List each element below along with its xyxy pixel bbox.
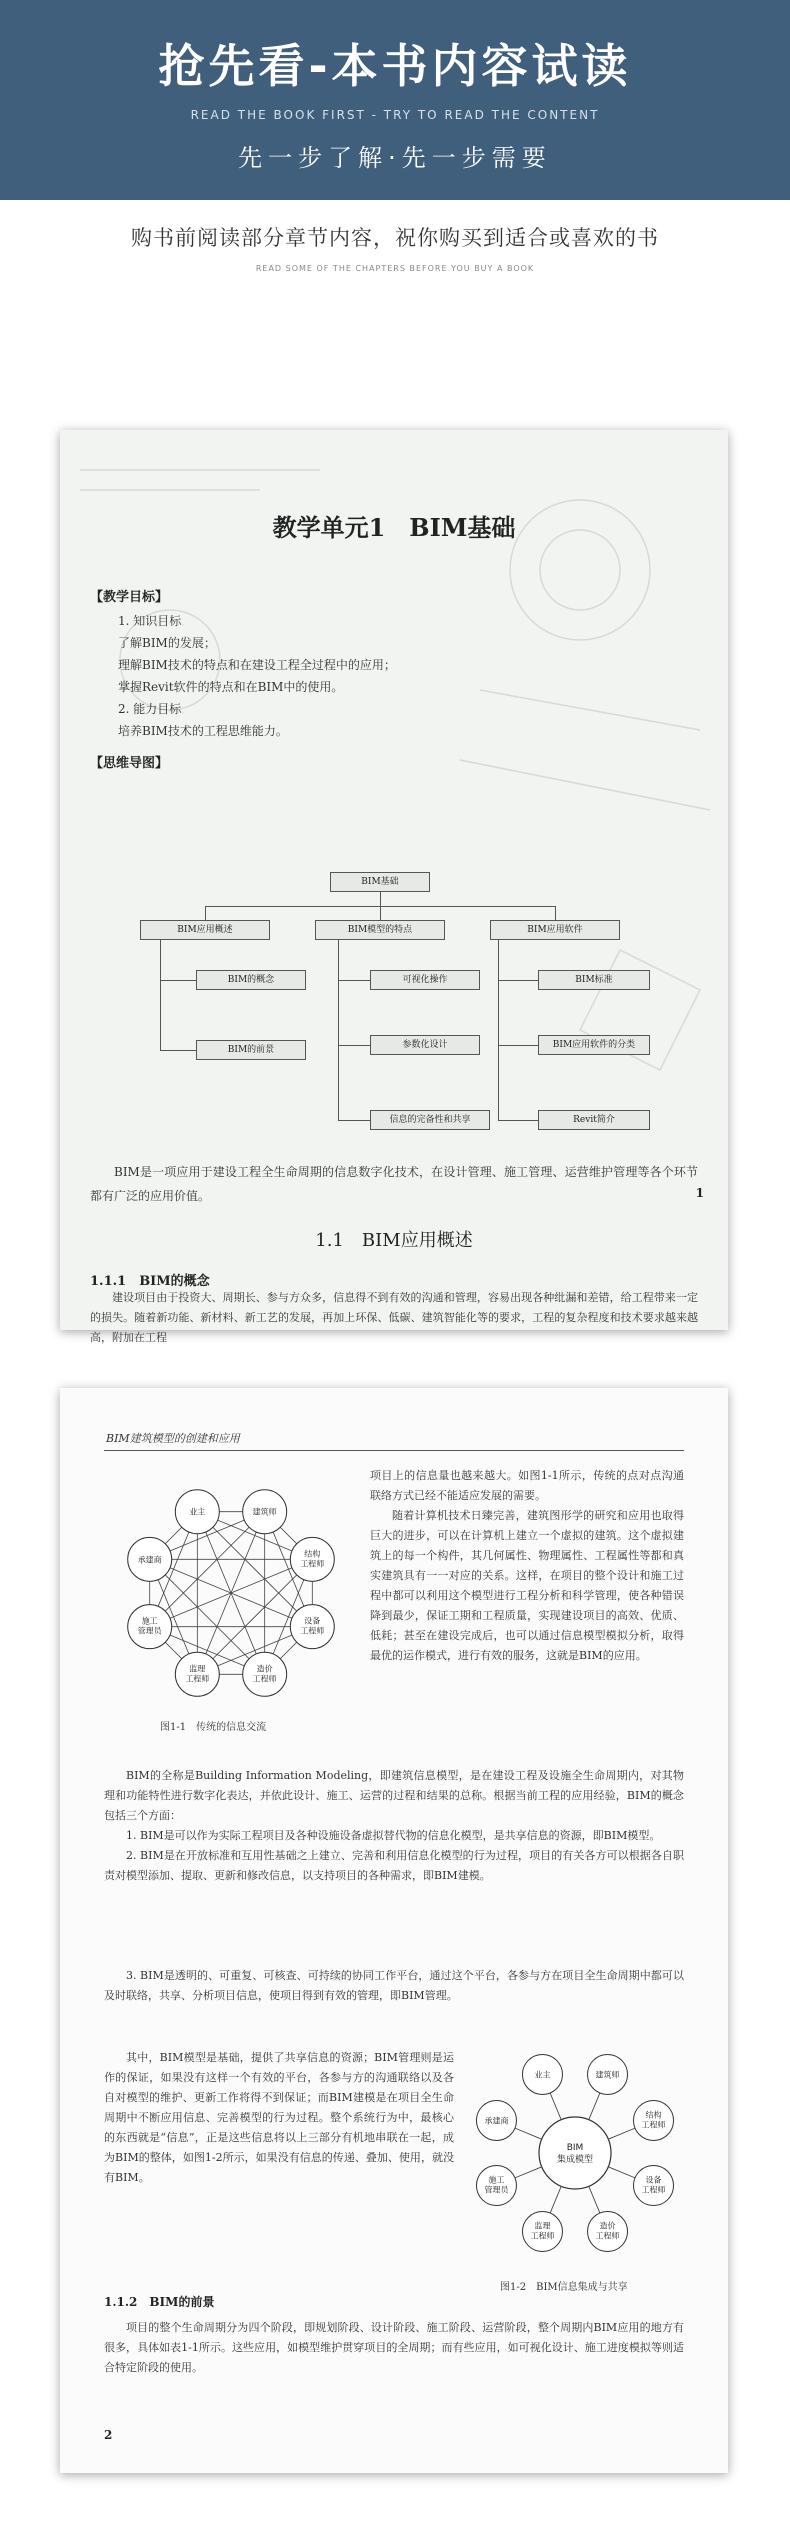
node-label: 承建商	[137, 1555, 162, 1565]
node-label: 施工管理员	[484, 2175, 509, 2195]
concept-paragraph: 建设项目由于投资大、周期长、参与方众多，信息得不到有效的沟通和管理，容易出现各种纰漏和差错，给工程带来一定的损失。随着新功能、新材料、新工艺的发展，再加上环保、低碳、建筑智能化等的要求，工程的复杂程度和技术要求越来越高，附加在工程	[90, 1291, 698, 1344]
right-column-text	[370, 1466, 684, 1666]
mindmap-branch: BIM模型的特点	[315, 920, 445, 940]
header-banner	[0, 0, 790, 200]
objective-line: 培养BIM技术的工程思维能力。	[118, 724, 288, 738]
spoke-line	[515, 2128, 542, 2139]
paragraph: 其中，BIM模型是基础，提供了共享信息的资源；BIM管理则是运作的保证，如果没有这样一个有效的平台，各参与方的沟通联络以及各自对模型的维护、更新工作将得不到保证；而BIM建模是在项目全生命周期中不断应用信息、完善模型的行为过程。整个系统行为中，最核心的东西就是“信息”，正是这些信息将以上三部分有机地串联在一起，成为BIM的整体，如图1-2所示，如果没有信息的传递、叠加、使用，就没有BIM。	[104, 2051, 454, 2184]
node-label: 建筑师	[595, 2070, 620, 2080]
page-number: 2	[104, 2428, 113, 2442]
mindmap-leaf: 参数化设计	[370, 1035, 480, 1055]
node-label: 结构工程师	[300, 1549, 325, 1569]
node-label: 业主	[189, 1507, 206, 1517]
spoke-line	[550, 2093, 561, 2120]
spoke-line	[550, 2186, 561, 2213]
banner-subtitle: READ THE BOOK FIRST - TRY TO READ THE CONTENT	[190, 108, 600, 122]
spoke-line	[608, 2128, 635, 2139]
section-title: 1.1 BIM应用概述	[315, 1230, 473, 1251]
objectives-tag: 【教学目标】	[90, 590, 169, 605]
intro-text-en: READ SOME OF THE CHAPTERS BEFORE YOU BUY A BOOK	[255, 264, 535, 273]
intro-section	[0, 222, 790, 273]
objective-line: 1. 知识目标	[118, 614, 182, 628]
banner-title: 抢先看-本书内容试读	[158, 39, 632, 93]
objective-line: 2. 能力目标	[118, 702, 182, 716]
spoke-line	[515, 2167, 542, 2178]
figure-1-2	[460, 2038, 690, 2268]
page-number: 1	[695, 1186, 704, 1200]
mindmap-tag: 【思维导图】	[90, 756, 169, 771]
subsection-title: 1.1.2 BIM的前景	[104, 2295, 215, 2309]
point-3	[104, 1966, 684, 2006]
unit-title: 教学单元1 BIM基础	[272, 513, 516, 542]
mindmap-leaf: Revit简介	[538, 1110, 650, 1130]
hub-label: BIM 集成模型	[556, 2143, 594, 2165]
paragraph: 项目的整个生命周期分为四个阶段，即规划阶段、设计阶段、施工阶段、运营阶段，整个周期内BIM应用的地方有很多，具体如表1-1所示。这些应用，如模型维护贯穿项目的全周期；而有些应用，如可视化设计、施工进度模拟等则适合特定阶段的使用。	[104, 2321, 684, 2374]
book-page-2	[60, 1388, 728, 2473]
mindmap-branch: BIM应用软件	[490, 920, 620, 940]
mindmap-leaf: 可视化操作	[370, 970, 480, 990]
header-rule	[104, 1450, 684, 1451]
paragraph: 随着计算机技术日臻完善，建筑图形学的研究和应用也取得巨大的进步，可以在计算机上建立一个虚拟的建筑。这个虚拟建筑上的每一个构件，其几何属性、物理属性、工程属性等都和真实建筑具有一一对应的关系。这样，在项目的整个设计和施工过程中都可以利用这个模型进行工程分析和科学管理，使各种错误降到最少，保证工期和工程质量，实现建设项目的高效、优质、低耗；甚至在建设完成后，也可以通过信息模型模拟分析，取得最优的运作模式，进行有效的服务，这就是BIM的应用。	[370, 1509, 684, 1662]
node-label: 承建商	[484, 2116, 509, 2126]
book-page-1	[60, 430, 728, 1344]
mindmap-leaf: BIM的概念	[196, 970, 306, 990]
main-text	[104, 1766, 684, 1886]
node-label: 业主	[534, 2070, 551, 2080]
objective-line: 理解BIM技术的特点和在建设工程全过程中的应用；	[118, 658, 396, 672]
figure-1-2-caption: 图1-2 BIM信息集成与共享	[500, 2282, 628, 2293]
node-label: 造价工程师	[595, 2221, 620, 2241]
paragraph: 2. BIM是在开放标准和互用性基础之上建立、完善和利用信息化模型的行为过程，项目的有关各方可以根据各自职责对模型添加、提取、更新和修改信息，以支持项目的各种需求，即BIM建模。	[104, 1849, 684, 1882]
mindmap-branch: BIM应用概述	[140, 920, 270, 940]
spoke-line	[589, 2093, 600, 2120]
node-label: 监理工程师	[530, 2221, 555, 2241]
mindmap-leaf: BIM应用软件的分类	[538, 1035, 650, 1055]
paragraph: BIM的全称是Building Information Modeling，即建筑信息模型，是在建设工程及设施全生命周期内，对其物理和功能特性进行数字化表达，并依此设计、施工、运营的过程和结果的总称。根据当前工程的应用经验，BIM的概念包括三个方面：	[104, 1769, 684, 1822]
mindmap-leaf: BIM标准	[538, 970, 650, 990]
figure-1-1-caption: 图1-1 传统的信息交流	[160, 1722, 267, 1733]
left-column-text	[104, 2048, 454, 2188]
node-label: 设备工程师	[641, 2175, 666, 2195]
figure-1-1	[106, 1478, 356, 1708]
mindmap-leaf: 信息的完备性和共享	[370, 1110, 490, 1130]
running-head: BIM建筑模型的创建和应用	[106, 1432, 240, 1445]
spoke-line	[608, 2167, 635, 2178]
intro-text: 购书前阅读部分章节内容，祝你购买到适合或喜欢的书	[131, 226, 659, 250]
node-label: 造价工程师	[252, 1664, 277, 1684]
banner-slogan: 先一步了解·先一步需要	[238, 144, 552, 172]
hub-circle	[539, 2117, 611, 2189]
node-label: 监理工程师	[185, 1664, 210, 1684]
future-text	[104, 2318, 684, 2378]
node-label: 结构工程师	[641, 2110, 666, 2130]
paragraph: 项目上的信息量也越来越大。如图1-1所示，传统的点对点沟通联络方式已经不能适应发展的需要。	[370, 1469, 684, 1502]
subsection-title: 1.1.1 BIM的概念	[90, 1274, 210, 1289]
intro-paragraph: BIM是一项应用于建设工程全生命周期的信息数字化技术，在设计管理、施工管理、运营维护管理等各个环节都有广泛的应用价值。	[90, 1165, 698, 1203]
paragraph: 1. BIM是可以作为实际工程项目及各种设施设备虚拟替代物的信息化模型，是共享信息的资源，即BIM模型。	[126, 1829, 661, 1842]
node-label: 施工管理员	[137, 1616, 162, 1636]
mindmap-leaf: BIM的前景	[196, 1040, 306, 1060]
node-label: 设备工程师	[300, 1616, 325, 1636]
paragraph: 3. BIM是透明的、可重复、可核查、可持续的协同工作平台，通过这个平台，各参与方在项目全生命周期中都可以及时联络，共享、分析项目信息，使项目得到有效的管理，即BIM管理。	[104, 1969, 684, 2002]
mindmap-root: BIM基础	[330, 872, 430, 892]
spoke-line	[589, 2186, 600, 2213]
objective-line: 了解BIM的发展；	[118, 636, 216, 650]
objective-line: 掌握Revit软件的特点和在BIM中的使用。	[118, 680, 344, 694]
node-label: 建筑师	[252, 1507, 277, 1517]
